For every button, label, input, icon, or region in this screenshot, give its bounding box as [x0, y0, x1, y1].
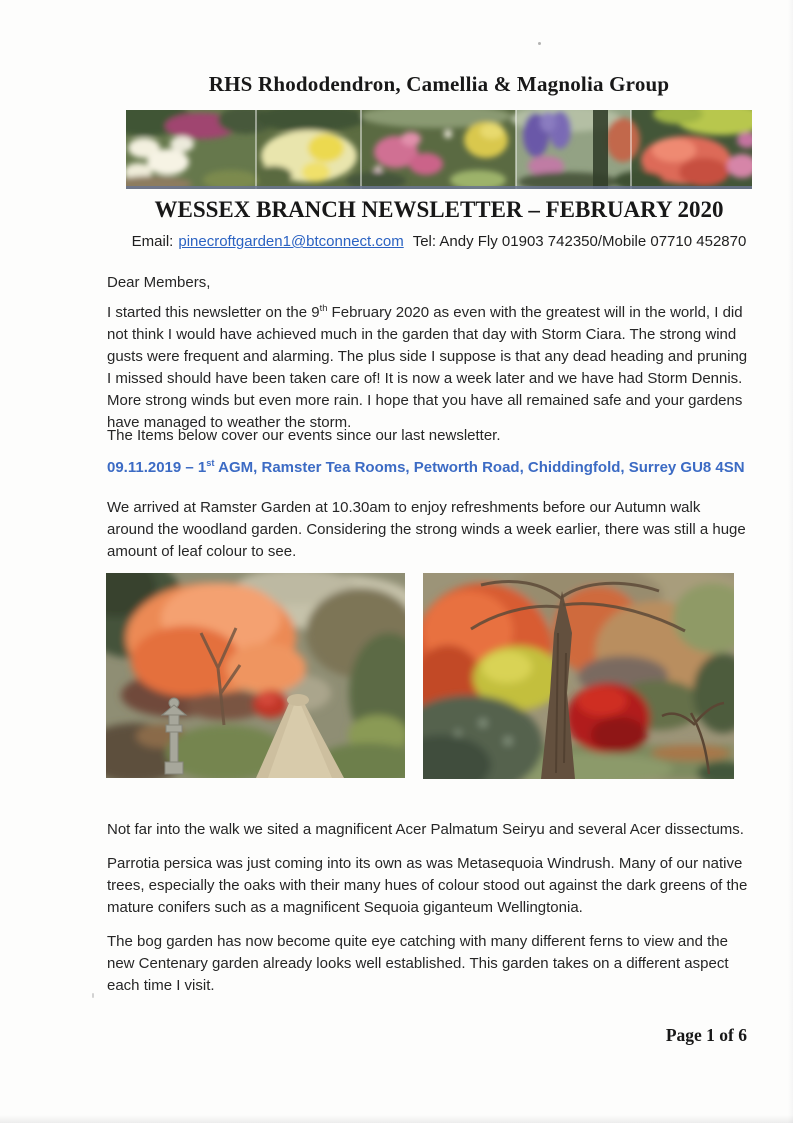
banner-collage-image [126, 110, 752, 189]
scan-speck [92, 993, 94, 998]
intro-paragraph [107, 302, 749, 434]
page-number: Page 1 of 6 [665, 1025, 747, 1045]
autumn-path-photo-image [106, 573, 405, 778]
salutation: Dear Members, [107, 274, 211, 291]
scan-edge-shadow [0, 1115, 793, 1123]
scan-speck [538, 42, 541, 45]
parrotia-paragraph: Parrotia persica was just coming into its own as was Metasequoia Windrush. Many of our native trees, especially the oaks with their many hues of colour stood out against the dark greens of the mature conifers such as a magnificent Sequoia giganteum Wellingtonia. [107, 855, 748, 916]
scan-edge-shadow [788, 0, 793, 1123]
items-intro-line: The Items below cover our events since our last newsletter. [107, 427, 501, 444]
telephone-text: Tel: Andy Fly 01903 742350/Mobile 07710 452870 [412, 233, 747, 250]
ramster-paragraph: We arrived at Ramster Garden at 10.30am to enjoy refreshments before our Autumn walk around the woodland garden. Considering the strong winds a week earlier, there was still a huge amount of leaf colour to see. [107, 499, 746, 560]
red-acer-photo [423, 573, 734, 779]
intro-text-pre: I started this newsletter on the 9 [107, 304, 320, 321]
event-heading [107, 457, 749, 479]
contact-line [66, 233, 793, 250]
ordinal-superscript: th [319, 303, 328, 313]
red-acer-photo-image [423, 573, 734, 779]
email-link[interactable]: pinecroftgarden1@btconnect.com [178, 233, 404, 250]
event-heading-pre: 09.11.2019 – 1 [107, 459, 207, 476]
intro-text-post: February 2020 as even with the greatest will in the world, I did not think I would have achieved much in the garden that day with Storm Ciara. The strong wind gusts were frequent and alarming. The plus side I suppose is that any dead heading and pruning I missed should have been taken care of! It is now a week later and we have had Storm Dennis. More strong winds but even more rain. I hope that you have all remained safe and your gardens have managed to weather the storm. [107, 304, 748, 431]
event-heading-post: AGM, Ramster Tea Rooms, Petworth Road, Chiddingfold, Surrey GU8 4SN [214, 459, 745, 476]
email-label: Email: [131, 233, 174, 250]
newsletter-title: WESSEX BRANCH NEWSLETTER – FEBRUARY 2020 [154, 197, 724, 222]
banner-photo-strip [126, 110, 752, 189]
ordinal-superscript: st [206, 458, 215, 468]
bog-garden-paragraph: The bog garden has now become quite eye catching with many different ferns to view and the new Centenary garden already looks well established. This garden takes on a different aspect each time I visit. [107, 933, 729, 994]
group-title: RHS Rhododendron, Camellia & Magnolia Group [208, 72, 670, 96]
acer-paragraph: Not far into the walk we sited a magnificent Acer Palmatum Seiryu and several Acer dissectums. [107, 821, 744, 838]
autumn-path-photo [106, 573, 405, 778]
